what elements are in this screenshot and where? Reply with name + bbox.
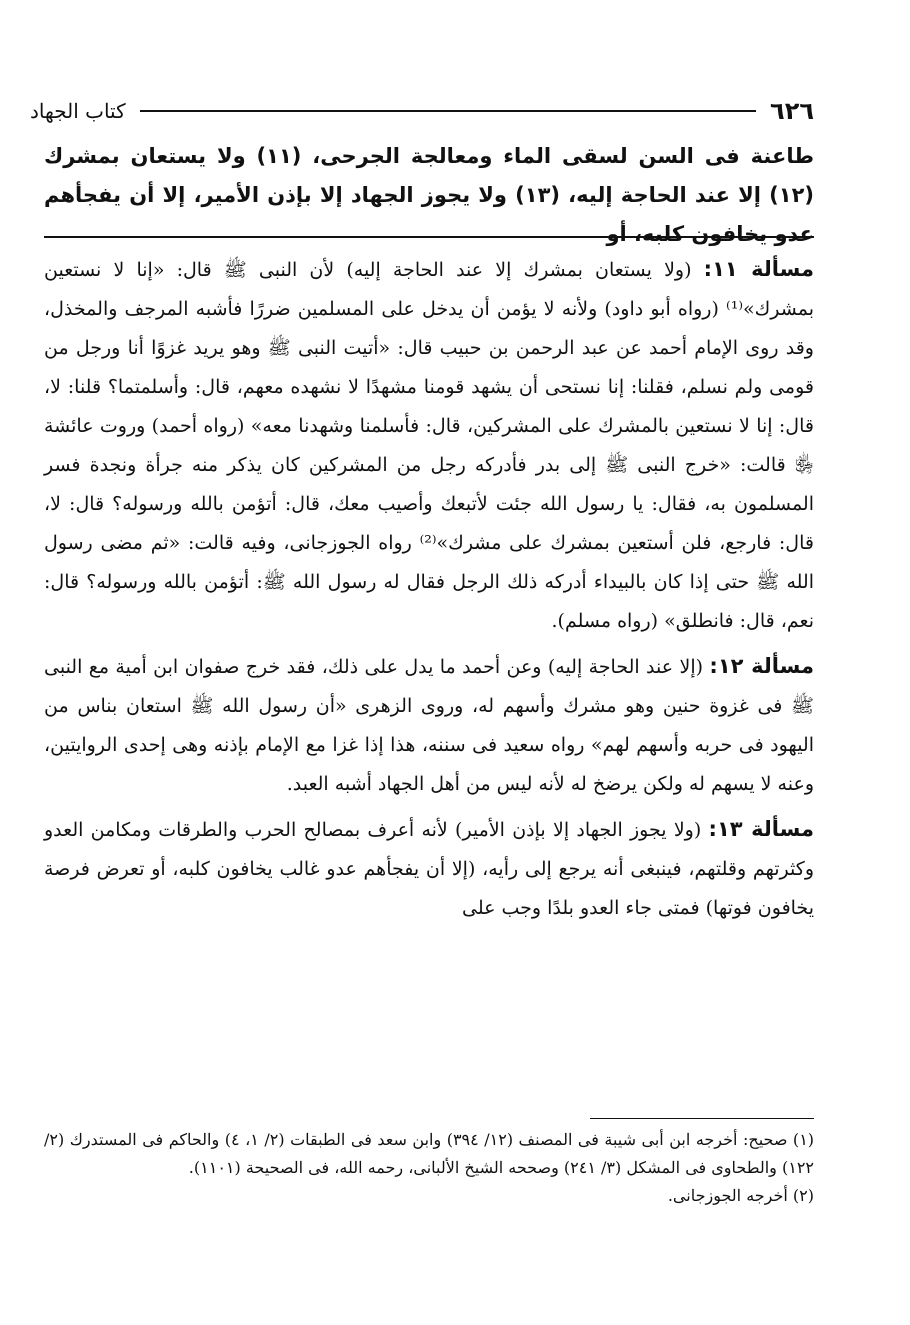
commentary [44,250,814,934]
masala-13-label: مسألة ١٣: [708,817,814,841]
book-title: كتاب الجهاد [30,99,126,123]
footnote-1: (١) صحيح: أخرجه ابن أبى شيبة فى المصنف (١٢/ ٣٩٤) وابن سعد فى الطبقات (٢/ ١، ٤) والحاكم فى المستدرك (٢/ ١٢٢) والطحاوى فى المشكل (٣/ ٢٤١) وصححه الشيخ الألبانى، رحمه الله، فى الصحيحة (١١٠١). [44,1130,815,1177]
section-divider [44,236,814,238]
footnote-2: (٢) أخرجه الجوزجانى. [667,1186,814,1205]
page-number: ٦٢٦ [770,97,814,125]
page-header [30,94,814,128]
masala-11-paragraph [44,250,814,641]
masala-11-label: مسألة ١١: [703,257,814,281]
masala-13-paragraph [44,810,814,928]
footnote-rule [590,1118,814,1119]
header-rule [140,110,756,112]
masala-12-label: مسألة ١٢: [709,654,814,678]
footnotes [44,1126,814,1210]
masala-11-text: (ولا يستعان بمشرك إلا عند الحاجة إليه) لأن النبى ﷺ قال: «إنا لا نستعين بمشرك»⁽¹⁾ (رواه أبو داود) ولأنه لا يؤمن أن يدخل على المسلمين ضررًا فأشبه المرجف والمخذل، وقد روى الإمام أحمد عن عبد الرحمن بن حبيب قال: «أتيت النبى ﷺ وهو يريد غزوًا أنا ورجل من قومى ولم نسلم، فقلنا: إنا نستحى أن يشهد قومنا مشهدًا لا نشهده معهم، قال: وأسلمتما؟ قلنا: لا، قال: إنا لا نستعين بالمشرك على المشركين، قال: فأسلمنا وشهدنا معه» (رواه أحمد) وروت عائشة ﵂ قالت: «خرج النبى ﷺ إلى بدر فأدركه رجل من المشركين كان يذكر منه جرأة ونجدة فسر المسلمون به، فقال: يا رسول الله جئت لأتبعك وأصيب معك، قال: أتؤمن بالله ورسوله؟ قال: لا، قال: فارجع، فلن أستعين بمشرك على مشرك»⁽²⁾ رواه الجوزجانى، وفيه قالت: «ثم مضى رسول الله ﷺ حتى إذا كان بالبيداء أدركه ذلك الرجل فقال له رسول الله ﷺ: أتؤمن بالله ورسوله؟ قال: نعم، قال: فانطلق» (رواه مسلم). [44,259,814,632]
masala-13-text: (ولا يجوز الجهاد إلا بإذن الأمير) لأنه أعرف بمصالح الحرب والطرقات ومكامن العدو وكثرتهم وقلتهم، فينبغى أنه يرجع إلى رأيه، (إلا أن يفجأهم عدو غالب يخافون كلبه، أو تعرض فرصة يخافون فوتها) فمتى جاء العدو بلدًا وجب على [44,819,814,919]
masala-12-text: (إلا عند الحاجة إليه) وعن أحمد ما يدل على ذلك، فقد خرج صفوان ابن أمية مع النبى ﷺ فى غزوة حنين وهو مشرك وأسهم له، وروى الزهرى «أن رسول الله ﷺ استعان بناس من اليهود فى حربه وأسهم لهم» رواه سعيد فى سننه، هذا إذا غزا مع الإمام بإذنه وهى إحدى الروايتين، وعنه لا يسهم له ولكن يرضخ له لأنه ليس من أهل الجهاد أشبه العبد. [44,656,814,795]
matn-text: طاعنة فى السن لسقى الماء ومعالجة الجرحى، (١١) ولا يستعان بمشرك (١٢) إلا عند الحاجة إليه، (١٣) ولا يجوز الجهاد إلا بإذن الأمير، إلا أن يفجأهم عدو يخافون كلبه، أو [44,144,815,246]
masala-12-paragraph [44,647,814,804]
